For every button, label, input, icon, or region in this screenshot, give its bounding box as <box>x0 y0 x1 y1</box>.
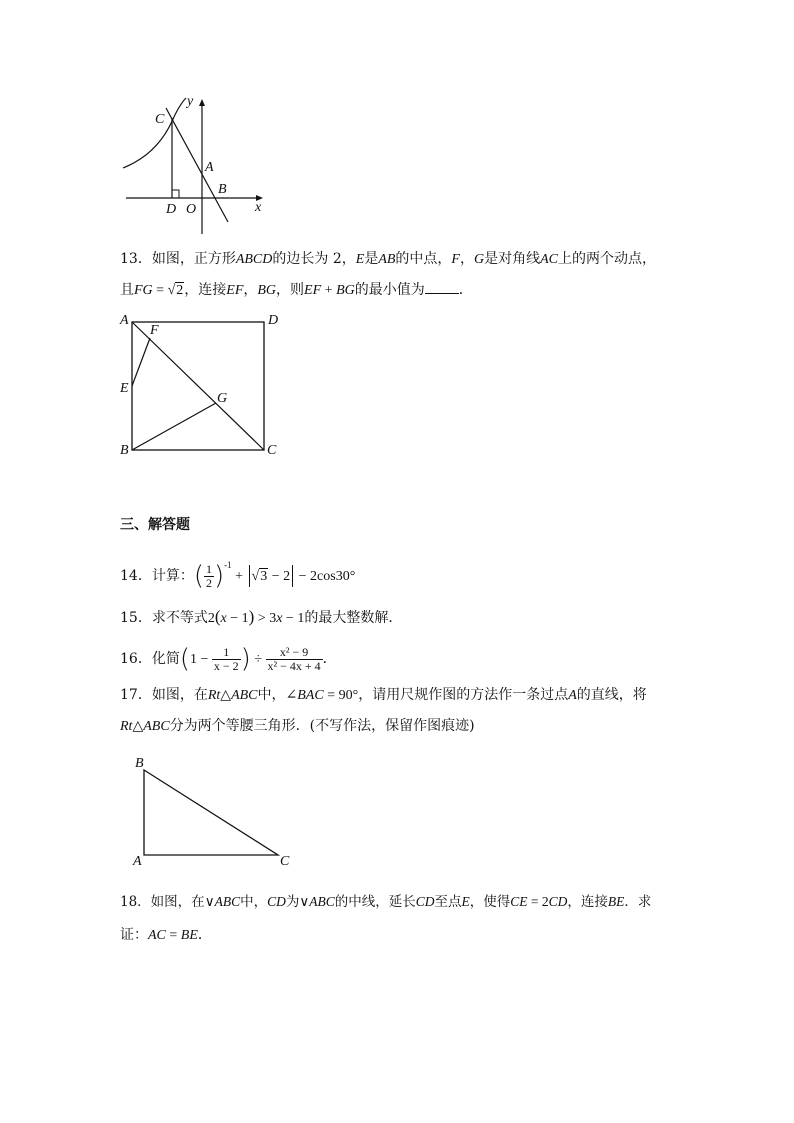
q13-text: ，连接 <box>184 282 227 298</box>
label-D: D <box>166 202 177 217</box>
q14-op: − 2 <box>268 569 291 584</box>
label-A: A <box>205 160 214 175</box>
q13-math: FG <box>134 283 153 298</box>
abs-bar-left <box>249 565 250 587</box>
q15-math: 2 <box>207 611 215 626</box>
q18-text: ．求 <box>624 894 652 910</box>
q18-text: 证： <box>120 927 148 943</box>
q13-text: 13．如图，正方形 <box>120 251 236 267</box>
paren-left-icon: ( <box>179 644 190 674</box>
segment-EF <box>132 338 150 386</box>
label-C: C <box>280 854 290 869</box>
q13-math: G <box>473 252 485 267</box>
label-B: B <box>218 182 227 197</box>
q13-text: ， <box>243 282 258 298</box>
label-x: x <box>255 200 262 215</box>
right-angle-mark <box>172 190 179 198</box>
frac-den: 2 <box>205 575 212 590</box>
q14-text: 14．计算： <box>120 568 194 584</box>
q13-math: EF <box>304 283 322 298</box>
q18-text: 的中线，延长 <box>334 894 416 910</box>
q15-math: x <box>220 611 227 626</box>
label-B: B <box>135 756 144 771</box>
frac-den: x² − 4x + 4 <box>267 658 321 673</box>
q18-math: CE <box>510 894 528 909</box>
q17-text: 分为两个等腰三角形．(不写作法，保留作图痕迹) <box>169 718 475 734</box>
frac-num: 1 <box>205 561 212 576</box>
fraction-2 <box>266 646 323 673</box>
q18-math: CD <box>415 894 435 909</box>
q17-text: 中， <box>257 687 286 703</box>
figure-q17-triangle <box>130 760 290 870</box>
q13-math: AC <box>540 252 558 267</box>
q18-math: AC <box>148 928 166 943</box>
q18-text: ，使得 <box>469 894 511 910</box>
segment-BG <box>132 403 216 450</box>
q16-text: ． <box>322 651 337 667</box>
q15-text: 的最大整数解． <box>304 610 403 626</box>
q13-text: ． <box>458 282 473 298</box>
q13-text: 的最小值为 <box>354 282 425 298</box>
paren-right-icon: ) <box>213 561 225 591</box>
q18-math: CD <box>548 894 568 909</box>
abs-bar-right <box>292 565 293 587</box>
q13-text: 的中点， <box>395 251 452 267</box>
question-13-line1 <box>120 249 656 270</box>
q17-text: = 90°，请用尺规作图的方法作一条过点 <box>323 688 569 703</box>
paren-right-icon: ) <box>240 644 251 674</box>
q13-text: 是对角线 <box>484 251 541 267</box>
question-16 <box>120 642 337 677</box>
q13-text: 的边长为 2， <box>272 251 356 267</box>
q18-math: = <box>165 928 181 943</box>
question-15: 15．求不等式2(x − 1) > 3x − 1的最大整数解． <box>120 607 403 626</box>
frac-num: 1 <box>212 646 241 660</box>
fraction-1 <box>212 646 241 673</box>
q18-math: = 2 <box>527 894 549 909</box>
q13-text: ，则 <box>276 282 305 298</box>
y-axis-arrow-icon <box>199 99 205 106</box>
question-18-line1 <box>120 892 651 912</box>
q17-math: △ <box>132 719 144 734</box>
q18-math: ∨ <box>299 894 310 909</box>
exponent: -1 <box>224 560 232 570</box>
q13-math: E <box>355 252 365 267</box>
label-C: C <box>155 112 165 127</box>
q14-op: − 2cos30° <box>295 569 356 584</box>
label-A: A <box>120 313 129 328</box>
frac-den: x − 2 <box>213 658 239 673</box>
q18-text: 为 <box>285 894 300 910</box>
label-C: C <box>267 443 277 458</box>
paren-left-icon: ( <box>193 561 204 591</box>
label-B: B <box>120 443 129 458</box>
q15-text: 15．求不等式 <box>120 610 208 626</box>
q13-math: ABCD <box>235 252 273 267</box>
q17-math: ABC <box>231 688 258 703</box>
figure-q13-square <box>120 310 280 460</box>
q17-math: Rt <box>120 719 133 734</box>
q15-math: x <box>276 611 283 626</box>
q13-math: F <box>451 252 460 267</box>
q16-text: 16．化简 <box>120 651 180 667</box>
sqrt-radicand: 3 <box>260 569 268 584</box>
q18-math: ABC <box>309 894 335 909</box>
q14-op: + <box>231 569 247 584</box>
q13-math: BG <box>336 283 355 298</box>
q15-math: > 3 <box>254 611 277 626</box>
hyperbola-curve <box>123 98 186 168</box>
q17-math: ∠ <box>285 688 298 703</box>
q18-text: ，连接 <box>567 894 608 910</box>
q18-math: CD <box>267 894 286 909</box>
q16-math: 1 − <box>189 652 212 667</box>
q18-math: ABC <box>214 894 241 909</box>
question-17-line2 <box>120 716 475 737</box>
q17-text: 的直线，将 <box>576 687 647 703</box>
q18-math: ∨ <box>204 894 215 909</box>
q15-math: − 1 <box>282 611 305 626</box>
triangle-ABC <box>144 770 278 855</box>
label-G: G <box>217 391 228 406</box>
q13-math: EF <box>226 283 244 298</box>
question-13-line2: 且FG = √2，连接EF，BG，则EF + BG的最小值为 ． <box>120 279 473 301</box>
q18-math: BE <box>180 928 198 943</box>
label-D: D <box>268 313 279 328</box>
fraction-one-half <box>204 563 214 590</box>
q15-math: − 1 <box>226 611 249 626</box>
question-14: 14．计算：( $\frac{1}{2}$ )$^{-1}$ + √3 − 2 − 2cos30° <box>120 560 356 591</box>
q17-math: Rt <box>207 688 221 703</box>
q18-text: ． <box>197 927 212 943</box>
q18-math: BE <box>607 894 625 909</box>
q18-text: 中， <box>240 894 268 910</box>
q13-text: ， <box>459 251 474 267</box>
q13-math: = <box>152 283 168 298</box>
q17-math: BAC <box>297 688 324 703</box>
q13-math: BG <box>257 283 277 298</box>
diagonal-AC <box>132 322 264 450</box>
label-E: E <box>120 381 129 396</box>
q13-text: 是 <box>364 251 379 267</box>
section-heading: 三、解答题 <box>120 517 190 533</box>
frac-num: x² − 9 <box>266 646 323 660</box>
q13-text: 且 <box>120 282 134 298</box>
label-O: O <box>186 202 197 217</box>
q18-text: 18．如图，在 <box>120 894 205 910</box>
q17-text: 17．如图，在 <box>120 687 208 703</box>
answer-blank[interactable] <box>425 279 459 294</box>
q13-math: AB <box>378 252 396 267</box>
label-F: F <box>150 323 159 338</box>
label-A: A <box>133 854 142 869</box>
q13-sqrt: 2 <box>176 283 184 298</box>
q18-math: E <box>461 894 470 909</box>
question-17-line1 <box>120 685 647 706</box>
q18-text: 至点 <box>434 894 462 910</box>
q17-math: A <box>568 688 577 703</box>
q17-math: ABC <box>143 719 170 734</box>
q17-math: △ <box>220 688 232 703</box>
q13-text: 上的两个动点， <box>558 251 656 267</box>
label-y: y <box>187 94 194 109</box>
question-18-line2 <box>120 925 212 946</box>
q13-math: + <box>321 283 337 298</box>
q16-op: ÷ <box>250 652 266 667</box>
